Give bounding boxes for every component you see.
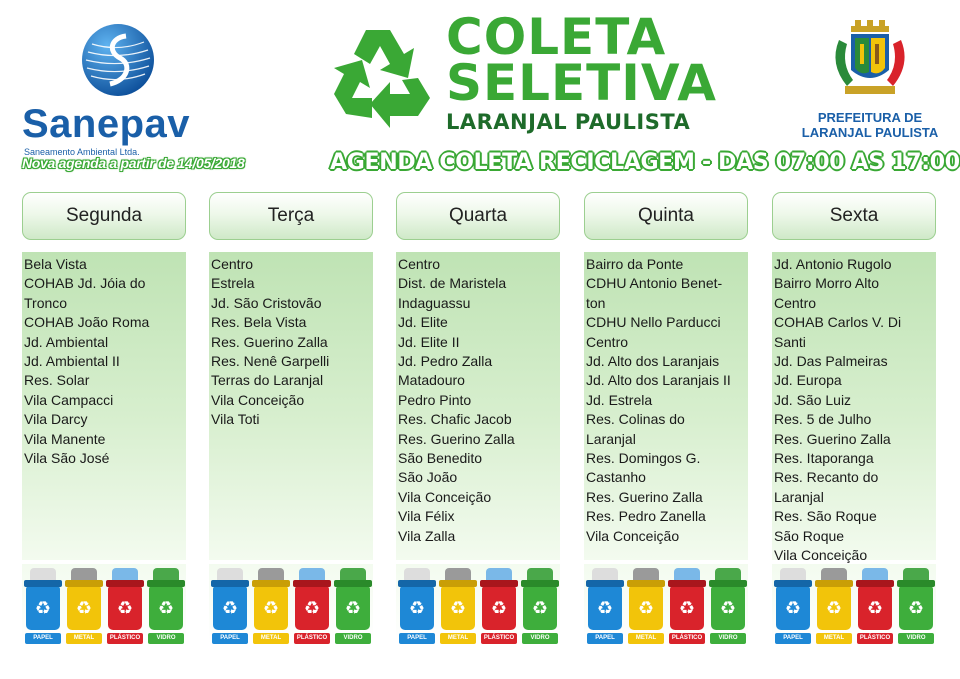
list-item: Terras do Laranjal bbox=[211, 372, 324, 389]
list-item: Res. Guerino Zalla bbox=[774, 430, 891, 447]
bin-metal bbox=[67, 586, 101, 630]
recycle-symbol-icon: ♻ bbox=[303, 598, 321, 618]
neighborhood-list-panel bbox=[584, 252, 748, 560]
bin-lid bbox=[398, 580, 436, 587]
bin-lid bbox=[627, 580, 665, 587]
list-item: Vila Conceição bbox=[398, 488, 492, 505]
bin-lid bbox=[252, 580, 290, 587]
list-item: Res. Bela Vista bbox=[211, 314, 307, 331]
list-item: Centro bbox=[211, 256, 254, 272]
bin-papel bbox=[213, 586, 247, 630]
sanepav-subtitle: Saneamento Ambiental Ltda. bbox=[24, 147, 140, 157]
bin-label: METAL bbox=[66, 633, 102, 644]
bin-metal bbox=[254, 586, 288, 630]
prefeitura-line-2: LARANJAL PAULISTA bbox=[801, 125, 939, 140]
bin-lid bbox=[774, 580, 812, 587]
list-item: Res. Colinas do bbox=[586, 411, 685, 428]
bin-lid bbox=[293, 580, 331, 587]
bin-lid bbox=[856, 580, 894, 587]
day-header: Quarta bbox=[396, 192, 560, 240]
list-item: Res. São Roque bbox=[774, 508, 877, 525]
neighborhood-list-panel bbox=[396, 252, 560, 560]
bin-plastico bbox=[295, 586, 329, 630]
sanepav-logo bbox=[18, 22, 228, 157]
recycle-symbol-icon: ♻ bbox=[907, 598, 925, 618]
bin-label: PAPEL bbox=[25, 633, 61, 644]
bin-vidro bbox=[711, 586, 745, 630]
list-item: Estrela bbox=[211, 275, 255, 292]
bin-label: PLÁSTICO bbox=[669, 633, 705, 644]
list-item: Vila Conceição bbox=[774, 547, 868, 564]
list-item: Jd. Alto dos Laranjais II bbox=[586, 372, 731, 389]
bin-label: METAL bbox=[440, 633, 476, 644]
list-item: Res. 5 de Julho bbox=[774, 411, 872, 428]
list-item: Castanho bbox=[586, 469, 646, 486]
list-item: Jd. Estrela bbox=[586, 391, 653, 408]
list-item: São Roque bbox=[774, 527, 845, 544]
bin-lid bbox=[439, 580, 477, 587]
list-item: Vila Darcy bbox=[24, 411, 88, 428]
list-item: Vila Conceição bbox=[211, 391, 305, 408]
list-item: São João bbox=[398, 469, 458, 486]
bin-label: METAL bbox=[253, 633, 289, 644]
bin-label: METAL bbox=[628, 633, 664, 644]
bin-label: METAL bbox=[816, 633, 852, 644]
bin-lid bbox=[480, 580, 518, 587]
main-title bbox=[446, 8, 717, 134]
day-header: Terça bbox=[209, 192, 373, 240]
recycle-symbol-icon: ♻ bbox=[157, 598, 175, 618]
recycle-symbol-icon: ♻ bbox=[719, 598, 737, 618]
bin-plastico bbox=[482, 586, 516, 630]
day-column bbox=[584, 192, 748, 660]
neighborhood-list-panel bbox=[209, 252, 373, 560]
nova-agenda-text: Nova agenda a partir de 14/05/2018 bbox=[22, 155, 245, 171]
neighborhood-list bbox=[209, 252, 373, 430]
bin-label: PAPEL bbox=[399, 633, 435, 644]
bin-plastico bbox=[108, 586, 142, 630]
list-item: Res. Pedro Zanella bbox=[586, 508, 706, 525]
bin-lid bbox=[65, 580, 103, 587]
bin-lid bbox=[521, 580, 559, 587]
recycling-bins bbox=[772, 564, 936, 644]
bin-label: PLÁSTICO bbox=[107, 633, 143, 644]
list-item: Res. Guerino Zalla bbox=[586, 488, 703, 505]
list-item: Vila Campacci bbox=[24, 391, 114, 408]
list-item: Centro bbox=[586, 333, 629, 350]
bin-label: PAPEL bbox=[212, 633, 248, 644]
sanepav-brand: Sanepav bbox=[22, 102, 191, 146]
recycle-symbol-icon: ♻ bbox=[449, 598, 467, 618]
list-item: Jd. São Luiz bbox=[774, 391, 852, 408]
recycle-symbol-icon: ♻ bbox=[75, 598, 93, 618]
bin-label: VIDRO bbox=[148, 633, 184, 644]
bin-lid bbox=[586, 580, 624, 587]
bin-papel bbox=[776, 586, 810, 630]
day-column bbox=[772, 192, 936, 660]
list-item: Jd. Europa bbox=[774, 372, 842, 389]
list-item: Jd. Elite bbox=[398, 314, 448, 331]
recycle-icon bbox=[326, 20, 438, 132]
bin-vidro bbox=[899, 586, 933, 630]
title-line-2: SELETIVA bbox=[446, 54, 717, 112]
bin-label: VIDRO bbox=[522, 633, 558, 644]
list-item: Jd. Alto dos Laranjais bbox=[586, 353, 720, 370]
bin-lid bbox=[334, 580, 372, 587]
list-item: Jd. Antonio Rugolo bbox=[774, 256, 892, 272]
sanepav-globe-icon bbox=[80, 22, 156, 98]
coat-of-arms-icon bbox=[825, 20, 915, 108]
list-item: Laranjal bbox=[774, 488, 824, 505]
bin-vidro bbox=[523, 586, 557, 630]
list-item: COHAB Jd. Jóia do bbox=[24, 275, 146, 292]
bin-lid bbox=[147, 580, 185, 587]
bin-label: PLÁSTICO bbox=[481, 633, 517, 644]
recycle-symbol-icon: ♻ bbox=[116, 598, 134, 618]
recycle-symbol-icon: ♻ bbox=[866, 598, 884, 618]
bin-lid bbox=[815, 580, 853, 587]
list-item: Jd. Pedro Zalla bbox=[398, 353, 493, 370]
prefeitura-logo bbox=[790, 20, 950, 145]
list-item: Vila Félix bbox=[398, 508, 455, 525]
bin-lid bbox=[211, 580, 249, 587]
list-item: Pedro Pinto bbox=[398, 391, 472, 408]
recycling-bins bbox=[209, 564, 373, 644]
bin-metal bbox=[629, 586, 663, 630]
day-column bbox=[209, 192, 373, 660]
bin-lid bbox=[897, 580, 935, 587]
recycle-symbol-icon: ♻ bbox=[490, 598, 508, 618]
bin-vidro bbox=[336, 586, 370, 630]
bin-lid bbox=[106, 580, 144, 587]
list-item: Res. Guerino Zalla bbox=[211, 333, 328, 350]
list-item: Jd. Elite II bbox=[398, 333, 460, 350]
recycle-symbol-icon: ♻ bbox=[34, 598, 52, 618]
list-item: Bairro Morro Alto bbox=[774, 275, 880, 292]
list-item: Vila Manente bbox=[24, 430, 106, 447]
bin-plastico bbox=[858, 586, 892, 630]
day-column bbox=[396, 192, 560, 660]
list-item: Vila Conceição bbox=[586, 527, 680, 544]
bin-label: PAPEL bbox=[587, 633, 623, 644]
list-item: Res. Nenê Garpelli bbox=[211, 353, 330, 370]
bin-papel bbox=[400, 586, 434, 630]
list-item: ton bbox=[586, 294, 606, 311]
list-item: Jd. Ambiental II bbox=[24, 353, 120, 370]
list-item: Res. Guerino Zalla bbox=[398, 430, 515, 447]
list-item: Jd. Das Palmeiras bbox=[774, 353, 888, 370]
list-item: Res. Domingos G. bbox=[586, 450, 701, 467]
list-item: COHAB Carlos V. Di bbox=[774, 314, 902, 331]
recycle-symbol-icon: ♻ bbox=[637, 598, 655, 618]
recycle-symbol-icon: ♻ bbox=[825, 598, 843, 618]
list-item: Bairro da Ponte bbox=[586, 256, 684, 272]
neighborhood-list bbox=[22, 252, 186, 468]
list-item: Res. Chafic Jacob bbox=[398, 411, 512, 428]
bin-label: VIDRO bbox=[335, 633, 371, 644]
day-header: Quinta bbox=[584, 192, 748, 240]
recycle-symbol-icon: ♻ bbox=[262, 598, 280, 618]
recycle-symbol-icon: ♻ bbox=[408, 598, 426, 618]
bin-label: PLÁSTICO bbox=[857, 633, 893, 644]
list-item: CDHU Nello Parducci bbox=[586, 314, 721, 331]
recycle-symbol-icon: ♻ bbox=[596, 598, 614, 618]
list-item: Vila Toti bbox=[211, 411, 260, 428]
list-item: Centro bbox=[398, 256, 441, 272]
day-header: Sexta bbox=[772, 192, 936, 240]
bin-vidro bbox=[149, 586, 183, 630]
bin-label: PAPEL bbox=[775, 633, 811, 644]
day-header: Segunda bbox=[22, 192, 186, 240]
list-item: Bela Vista bbox=[24, 256, 87, 272]
recycling-bins bbox=[396, 564, 560, 644]
neighborhood-list bbox=[396, 252, 560, 546]
bin-label: VIDRO bbox=[898, 633, 934, 644]
list-item: Vila Zalla bbox=[398, 527, 456, 544]
list-item: Dist. de Maristela bbox=[398, 275, 507, 292]
recycle-symbol-icon: ♻ bbox=[531, 598, 549, 618]
list-item: Indaguassu bbox=[398, 294, 471, 311]
neighborhood-list-panel bbox=[772, 252, 936, 564]
day-column bbox=[22, 192, 186, 660]
bin-metal bbox=[441, 586, 475, 630]
list-item: Res. Solar bbox=[24, 372, 90, 389]
list-item: Vila São José bbox=[24, 450, 110, 467]
bin-papel bbox=[588, 586, 622, 630]
neighborhood-list bbox=[584, 252, 748, 546]
recycling-bins bbox=[584, 564, 748, 644]
agenda-title: AGENDA COLETA RECICLAGEM - DAS 07:00 AS 17:00 bbox=[330, 150, 960, 175]
title-line-1: COLETA bbox=[446, 8, 667, 66]
bin-lid bbox=[668, 580, 706, 587]
bin-lid bbox=[709, 580, 747, 587]
recycle-symbol-icon: ♻ bbox=[678, 598, 696, 618]
recycle-symbol-icon: ♻ bbox=[221, 598, 239, 618]
list-item: Tronco bbox=[24, 294, 68, 311]
list-item: Res. Itaporanga bbox=[774, 450, 874, 467]
list-item: Centro bbox=[774, 294, 817, 311]
list-item: Jd. Ambiental bbox=[24, 333, 109, 350]
list-item: São Benedito bbox=[398, 450, 483, 467]
list-item: Santi bbox=[774, 333, 806, 350]
list-item: Matadouro bbox=[398, 372, 465, 389]
list-item: COHAB João Roma bbox=[24, 314, 150, 331]
recycling-bins bbox=[22, 564, 186, 644]
bin-label: VIDRO bbox=[710, 633, 746, 644]
bin-papel bbox=[26, 586, 60, 630]
bin-label: PLÁSTICO bbox=[294, 633, 330, 644]
prefeitura-line-1: PREFEITURA DE bbox=[817, 110, 923, 125]
list-item: Laranjal bbox=[586, 430, 636, 447]
neighborhood-list-panel bbox=[22, 252, 186, 560]
bin-metal bbox=[817, 586, 851, 630]
recycle-symbol-icon: ♻ bbox=[784, 598, 802, 618]
bin-plastico bbox=[670, 586, 704, 630]
neighborhood-list bbox=[772, 252, 936, 566]
title-line-3: LARANJAL PAULISTA bbox=[446, 110, 691, 134]
list-item: Jd. São Cristovão bbox=[211, 294, 322, 311]
recycle-symbol-icon: ♻ bbox=[344, 598, 362, 618]
bin-lid bbox=[24, 580, 62, 587]
list-item: CDHU Antonio Benet- bbox=[586, 275, 723, 292]
list-item: Res. Recanto do bbox=[774, 469, 879, 486]
